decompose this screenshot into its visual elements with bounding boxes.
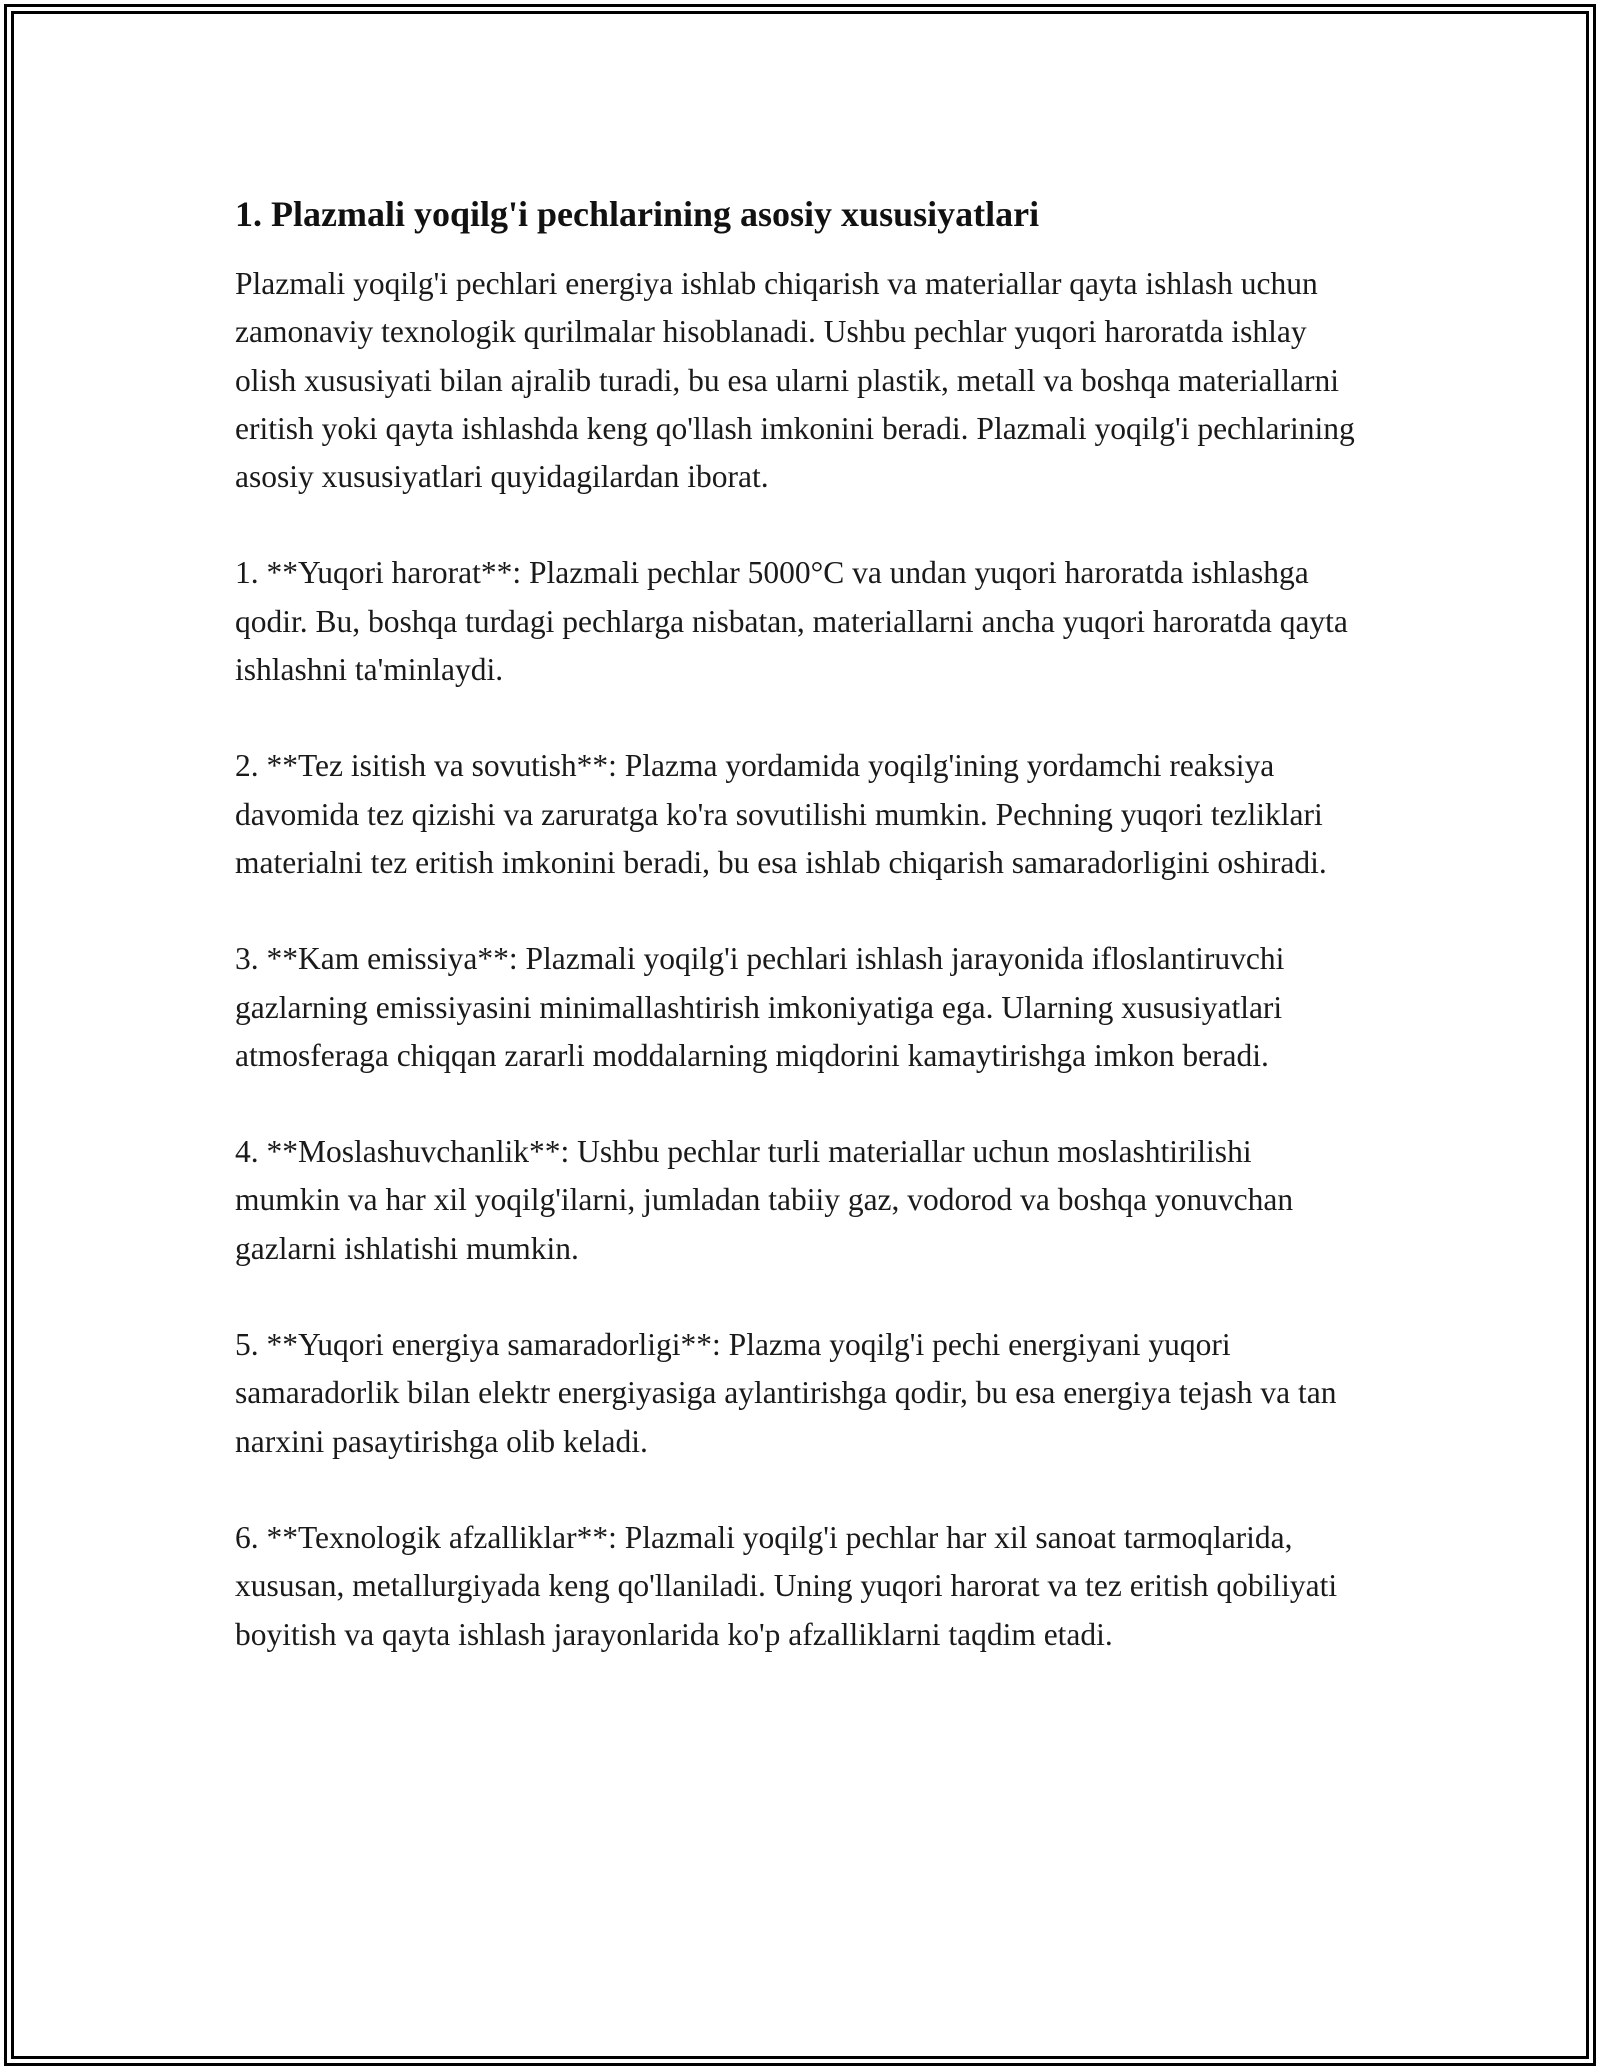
document-body	[235, 188, 1355, 1707]
intro-paragraph: Plazmali yoqilg'i pechlari energiya ishlab chiqarish va materiallar qayta ishlash uchun zamonaviy texnologik qurilmalar hisoblanadi. Ushbu pechlar yuqori haroratda ishlay olish xususiyati bilan ajralib turadi, bu esa ularni plastik, metall va boshqa materiallarni eritish yoki qayta ishlashda keng qo'llash imkonini beradi. Plazmali yoqilg'i pechlarining asosiy xususiyatlari quyidagilardan iborat.	[235, 266, 1355, 495]
list-item-energy-efficiency: 5. **Yuqori energiya samaradorligi**: Plazma yoqilg'i pechi energiyani yuqori samaradorlik bilan elektr energiyasiga aylantirishga qodir, bu esa energiya tejash va tan narxini pasaytirishga olib keladi.	[235, 1327, 1337, 1459]
list-item-technological-advantages: 6. **Texnologik afzalliklar**: Plazmali yoqilg'i pechlar har xil sanoat tarmoqlarida, xususan, metallurgiyada keng qo'llaniladi. Uning yuqori harorat va tez eritish qobiliyati boyitish va qayta ishlash jarayonlarida ko'p afzalliklarni taqdim etadi.	[235, 1519, 1338, 1652]
section-title: 1. Plazmali yoqilg'i pechlarining asosiy xususiyatlari	[235, 194, 1040, 234]
list-item-fast-heating-cooling: 2. **Tez isitish va sovutish**: Plazma yordamida yoqilg'ining yordamchi reaksiya davomida tez qizishi va zaruratga ko'ra sovutilishi mumkin. Pechning yuqori tezliklari materialni tez eritish imkonini beradi, bu esa ishlab chiqarish samaradorligini oshiradi.	[235, 748, 1327, 880]
list-item-high-temperature: 1. **Yuqori harorat**: Plazmali pechlar 5000°C va undan yuqori haroratda ishlashga qodir. Bu, boshqa turdagi pechlarga nisbatan, materiallarni ancha yuqori haroratda qayta ishlashni ta'minlaydi.	[235, 555, 1348, 688]
list-item-low-emission: 3. **Kam emissiya**: Plazmali yoqilg'i pechlari ishlash jarayonida ifloslantiruvchi gazlarning emissiyasini minimallashtirish imkoniyatiga ega. Ularning xususiyatlari atmosferaga chiqqan zararli moddalarning miqdorini kamaytirishga imkon beradi.	[235, 941, 1285, 1073]
list-item-flexibility: 4. **Moslashuvchanlik**: Ushbu pechlar turli materiallar uchun moslashtirilishi mumkin va har xil yoqilg'ilarni, jumladan tabiiy gaz, vodorod va boshqa yonuvchan gazlarni ishlatishi mumkin.	[235, 1134, 1294, 1266]
